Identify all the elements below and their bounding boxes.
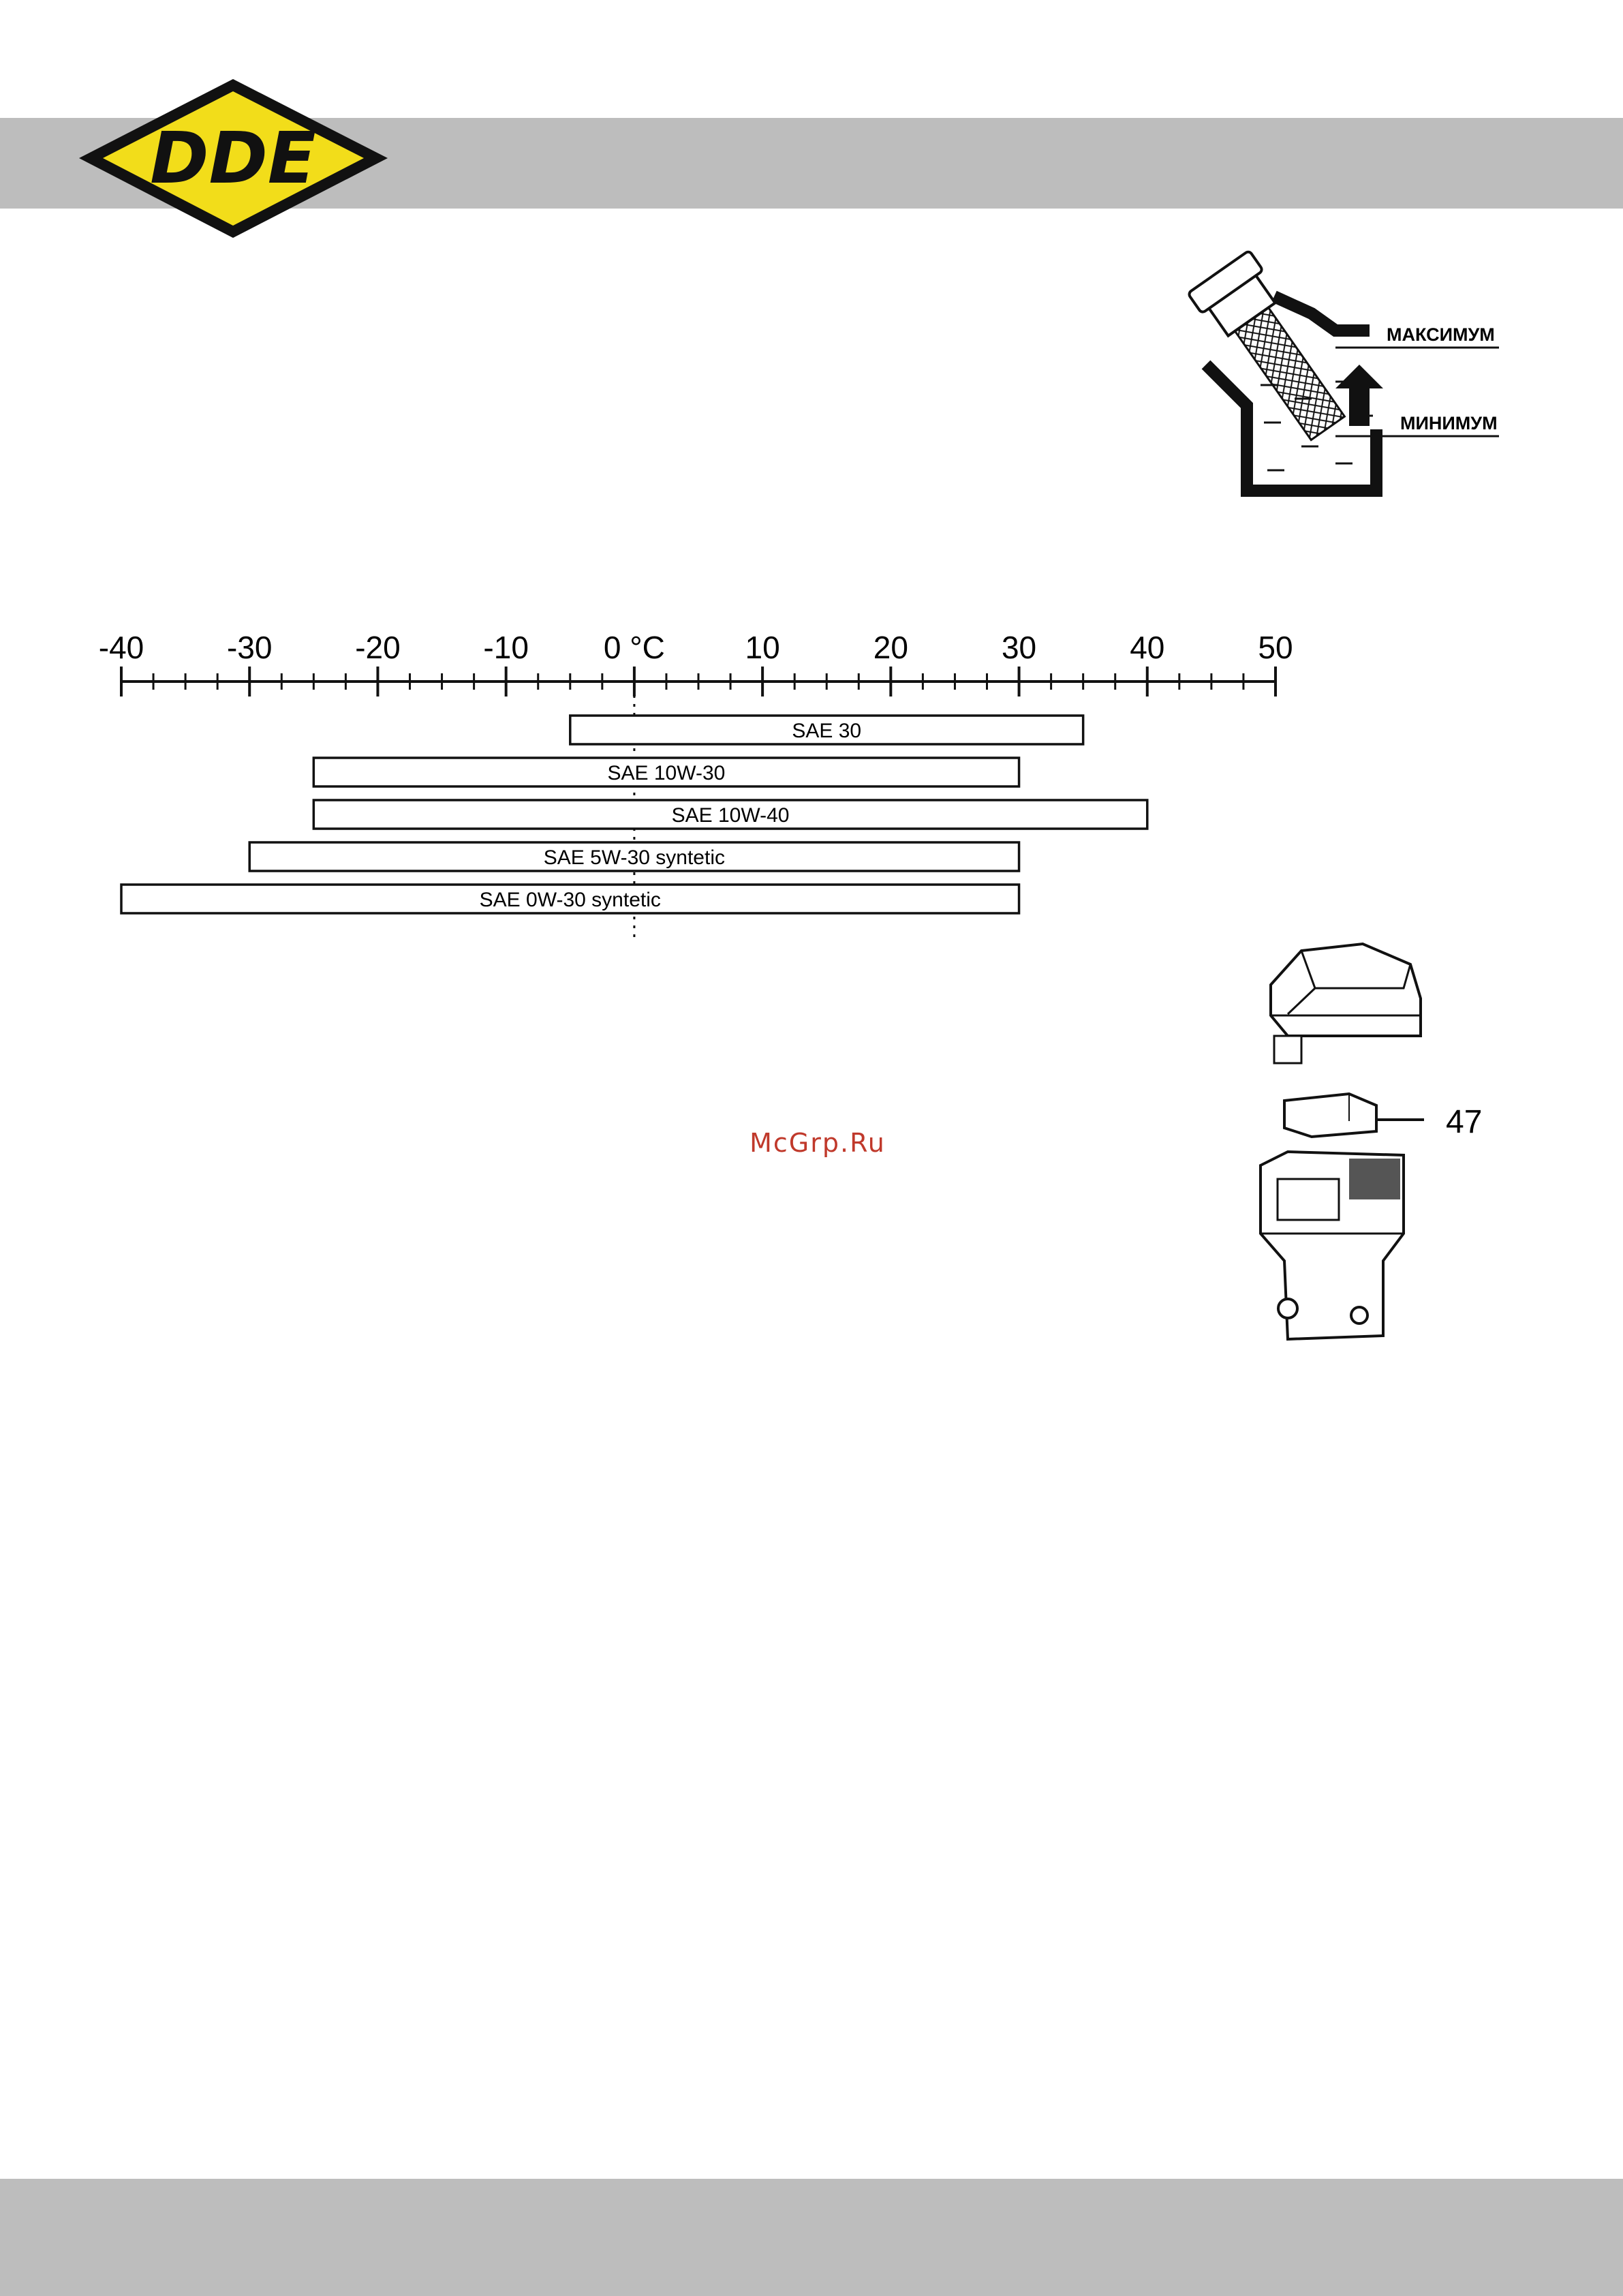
footer-band — [0, 2179, 1623, 2296]
tick-label: 30 — [1001, 630, 1037, 665]
max-level-label: МАКСИМУМ — [1387, 324, 1495, 345]
oil-bar-label: SAE 30 — [792, 720, 862, 742]
oil-viscosity-chart — [82, 613, 1322, 954]
oil-bars — [121, 716, 1147, 913]
oil-bar-label: SAE 0W-30 syntetic — [479, 889, 661, 911]
tick-label: 40 — [1130, 630, 1165, 665]
oil-bar-label: SAE 10W-30 — [607, 762, 726, 784]
min-level-label: МИНИМУМ — [1400, 413, 1498, 433]
tick-label: 0 °C — [603, 630, 665, 665]
tick-label: -10 — [483, 630, 529, 665]
watermark-text: McGrp.Ru — [749, 1128, 886, 1158]
tick-label: -30 — [226, 630, 273, 665]
tick-label: 50 — [1258, 630, 1293, 665]
tick-label: -40 — [98, 630, 144, 665]
air-filter-illustration — [1247, 934, 1506, 1349]
tick-label: 20 — [873, 630, 908, 665]
logo-text: DDE — [150, 117, 316, 200]
oil-bar-label: SAE 10W-40 — [671, 804, 790, 827]
dipstick-illustration — [1131, 245, 1513, 508]
dde-logo — [75, 75, 392, 242]
tick-label: -20 — [355, 630, 401, 665]
axis-ticks — [99, 630, 1293, 665]
part-number-47: 47 — [1446, 1104, 1483, 1140]
oil-bar-label: SAE 5W-30 syntetic — [543, 846, 726, 869]
tick-label: 10 — [745, 630, 780, 665]
